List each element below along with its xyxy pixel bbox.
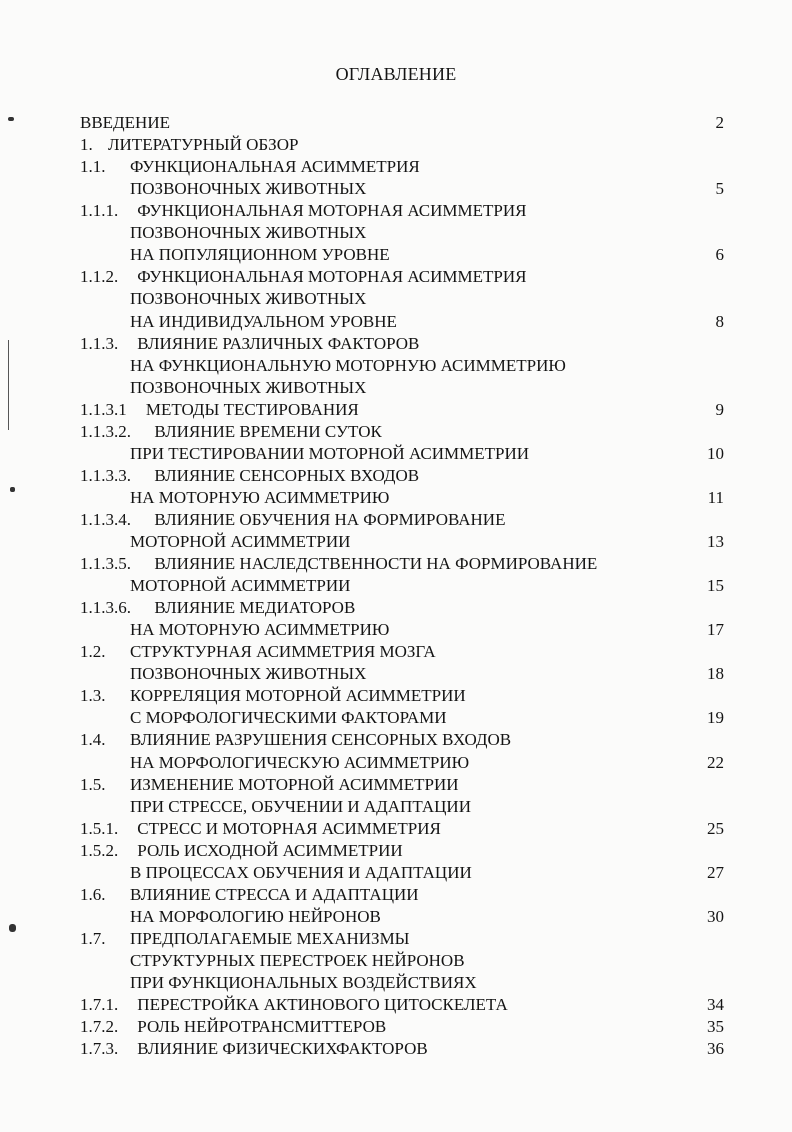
toc-section-number: 1.1.1. bbox=[80, 201, 119, 221]
toc-section-number: 1.4. bbox=[80, 730, 106, 750]
toc-page-number: 15 bbox=[707, 576, 724, 595]
toc-page-number: 17 bbox=[707, 620, 724, 640]
toc-line bbox=[0, 950, 792, 972]
toc-heading-text: ВЛИЯНИЕ ФИЗИЧЕСКИХФАКТОРОВ bbox=[137, 1039, 428, 1059]
toc-section-number: 1.7. bbox=[80, 928, 106, 948]
toc-line bbox=[0, 443, 792, 465]
toc-page-number: 30 bbox=[707, 906, 724, 926]
toc-heading-text: СТРУКТУРНАЯ АСИММЕТРИЯ МОЗГА bbox=[130, 642, 436, 662]
toc-page-number: 5 bbox=[715, 179, 724, 199]
toc-heading-text: ИЗМЕНЕНИЕ МОТОРНОЙ АСИММЕТРИИ bbox=[130, 774, 459, 794]
toc-heading-text: СТРЕСС И МОТОРНАЯ АСИММЕТРИЯ bbox=[137, 818, 441, 838]
toc-heading-text: МЕТОДЫ ТЕСТИРОВАНИЯ bbox=[145, 399, 359, 419]
toc-line bbox=[0, 134, 792, 156]
toc-line bbox=[0, 200, 792, 222]
toc-heading-text: ПРИ ФУНКЦИОНАЛЬНЫХ ВОЗДЕЙСТВИЯХ bbox=[130, 973, 477, 992]
toc-heading-text: РОЛЬ ИСХОДНОЙ АСИММЕТРИИ bbox=[137, 840, 403, 860]
toc-line bbox=[0, 641, 792, 663]
toc-page-number: 22 bbox=[707, 752, 724, 772]
toc-page-number: 2 bbox=[715, 113, 724, 132]
toc-line bbox=[0, 972, 792, 994]
toc-line bbox=[0, 729, 792, 751]
toc-line bbox=[0, 222, 792, 244]
toc-line bbox=[0, 509, 792, 531]
toc-heading-text: ВЛИЯНИЕ ВРЕМЕНИ СУТОК bbox=[154, 421, 382, 441]
toc-heading-text: ВЛИЯНИЕ МЕДИАТОРОВ bbox=[154, 598, 356, 618]
toc-heading-text: ФУНКЦИОНАЛЬНАЯ МОТОРНАЯ АСИММЕТРИЯ bbox=[137, 201, 527, 221]
toc-section-number: 1.3. bbox=[80, 686, 106, 706]
toc-heading-text: КОРРЕЛЯЦИЯ МОТОРНОЙ АСИММЕТРИИ bbox=[130, 686, 466, 706]
toc-line bbox=[0, 355, 792, 377]
toc-heading-text: ПРИ СТРЕССЕ, ОБУЧЕНИИ И АДАПТАЦИИ bbox=[130, 796, 471, 816]
toc-section-number: 1.5.1. bbox=[80, 818, 119, 838]
toc-section-number: 1. bbox=[80, 135, 93, 155]
toc-line bbox=[0, 311, 792, 333]
toc-section-number: 1.7.3. bbox=[80, 1039, 119, 1059]
toc-section-number: 1.7.2. bbox=[80, 1017, 119, 1037]
toc-line bbox=[0, 928, 792, 950]
toc-line bbox=[0, 862, 792, 884]
toc-page-number: 9 bbox=[715, 399, 724, 419]
toc-section-number: 1.1.3.5. bbox=[80, 554, 131, 573]
toc-heading-text: ЛИТЕРАТУРНЫЙ ОБЗОР bbox=[108, 135, 299, 155]
toc-heading-text: ВВЕДЕНИЕ bbox=[80, 113, 170, 132]
toc-heading-text: ПЕРЕСТРОЙКА АКТИНОВОГО ЦИТОСКЕЛЕТА bbox=[137, 995, 508, 1014]
toc-heading-text: ВЛИЯНИЕ СТРЕССА И АДАПТАЦИИ bbox=[130, 884, 419, 904]
toc-line bbox=[0, 487, 792, 509]
toc-heading-text: ПОЗВОНОЧНЫХ ЖИВОТНЫХ bbox=[130, 377, 367, 397]
toc-section-number: 1.1.3.6. bbox=[80, 598, 131, 618]
toc-section-number: 1.7.1. bbox=[80, 995, 119, 1014]
toc-heading-text: НА ФУНКЦИОНАЛЬНУЮ МОТОРНУЮ АСИММЕТРИЮ bbox=[130, 355, 566, 375]
toc-section-number: 1.1.3.4. bbox=[80, 509, 131, 529]
toc-section-number: 1.2. bbox=[80, 642, 106, 662]
toc-line bbox=[0, 597, 792, 619]
toc-page-number: 25 bbox=[707, 818, 724, 838]
toc-heading-text: НА МОТОРНУЮ АСИММЕТРИЮ bbox=[130, 487, 390, 507]
toc-heading-text: НА ПОПУЛЯЦИОННОМ УРОВНЕ bbox=[130, 245, 390, 265]
toc-heading-text: ФУНКЦИОНАЛЬНАЯ АСИММЕТРИЯ bbox=[130, 157, 420, 177]
toc-heading-text: ПОЗВОНОЧНЫХ ЖИВОТНЫХ bbox=[130, 223, 367, 243]
toc-section-number: 1.1. bbox=[80, 157, 106, 177]
toc-page-number: 34 bbox=[707, 995, 724, 1014]
toc-heading-text: МОТОРНОЙ АСИММЕТРИИ bbox=[130, 576, 351, 595]
toc-heading-text: ПОЗВОНОЧНЫХ ЖИВОТНЫХ bbox=[130, 179, 367, 199]
toc-line bbox=[0, 774, 792, 796]
toc-line bbox=[0, 377, 792, 399]
toc-page-number: 10 bbox=[707, 443, 724, 463]
toc-heading-text: ПОЗВОНОЧНЫХ ЖИВОТНЫХ bbox=[130, 664, 367, 684]
toc-section-number: 1.1.3.2. bbox=[80, 421, 131, 441]
toc-page-number: 19 bbox=[707, 708, 724, 728]
toc-line bbox=[0, 575, 792, 597]
toc-line bbox=[0, 156, 792, 178]
toc-heading-text: РОЛЬ НЕЙРОТРАНСМИТТЕРОВ bbox=[137, 1017, 387, 1037]
toc-line bbox=[0, 421, 792, 443]
page-title: ОГЛАВЛЕНИЕ bbox=[335, 64, 457, 84]
toc-section-number: 1.1.2. bbox=[80, 267, 119, 287]
toc-line bbox=[0, 465, 792, 487]
toc-line bbox=[0, 266, 792, 288]
toc-heading-text: В ПРОЦЕССАХ ОБУЧЕНИЯ И АДАПТАЦИИ bbox=[130, 862, 472, 882]
toc-heading-text: ВЛИЯНИЕ РАЗРУШЕНИЯ СЕНСОРНЫХ ВХОДОВ bbox=[130, 730, 512, 750]
toc-heading-text: ПРЕДПОЛАГАЕМЫЕ МЕХАНИЗМЫ bbox=[130, 928, 410, 948]
toc-page-number: 36 bbox=[707, 1039, 724, 1059]
toc-line bbox=[0, 663, 792, 685]
toc-section-number: 1.1.3. bbox=[80, 333, 119, 353]
toc-section-number: 1.5. bbox=[80, 774, 106, 794]
toc-page-number: 27 bbox=[707, 862, 724, 882]
toc-line bbox=[0, 840, 792, 862]
toc-line bbox=[0, 531, 792, 553]
toc-heading-text: ПРИ ТЕСТИРОВАНИИ МОТОРНОЙ АСИММЕТРИИ bbox=[130, 443, 530, 463]
toc-line bbox=[0, 994, 792, 1016]
toc-heading-text: ФУНКЦИОНАЛЬНАЯ МОТОРНАЯ АСИММЕТРИЯ bbox=[137, 267, 527, 287]
toc-page-number: 6 bbox=[715, 245, 724, 265]
toc-line bbox=[0, 884, 792, 906]
toc-heading-text: ПОЗВОНОЧНЫХ ЖИВОТНЫХ bbox=[130, 289, 367, 309]
toc-section-number: 1.6. bbox=[80, 884, 106, 904]
toc-line bbox=[0, 288, 792, 310]
toc-line bbox=[0, 752, 792, 774]
toc-heading-text: НА МОРФОЛОГИЧЕСКУЮ АСИММЕТРИЮ bbox=[130, 752, 470, 772]
toc-heading-text: НА МОТОРНУЮ АСИММЕТРИЮ bbox=[130, 620, 390, 640]
toc-line bbox=[0, 906, 792, 928]
toc-page-number: 18 bbox=[707, 664, 724, 684]
toc-heading-text: ВЛИЯНИЕ РАЗЛИЧНЫХ ФАКТОРОВ bbox=[137, 333, 420, 353]
toc-line bbox=[0, 178, 792, 200]
toc-heading-text: МОТОРНОЙ АСИММЕТРИИ bbox=[130, 532, 351, 551]
toc-page-number: 13 bbox=[707, 532, 724, 551]
toc-heading-text: НА МОРФОЛОГИЮ НЕЙРОНОВ bbox=[130, 906, 381, 926]
toc-line bbox=[0, 707, 792, 729]
toc-line bbox=[0, 796, 792, 818]
toc-line bbox=[0, 399, 792, 421]
toc-section-number: 1.1.3.1 bbox=[80, 399, 127, 419]
toc-line bbox=[0, 553, 792, 575]
toc-page-number: 11 bbox=[707, 487, 724, 507]
toc-line bbox=[0, 244, 792, 266]
toc-heading-text: ВЛИЯНИЕ СЕНСОРНЫХ ВХОДОВ bbox=[154, 465, 420, 485]
toc-page-number: 35 bbox=[707, 1017, 724, 1037]
toc-heading-text: С МОРФОЛОГИЧЕСКИМИ ФАКТОРАМИ bbox=[130, 708, 447, 728]
toc-heading-text: НА ИНДИВИДУАЛЬНОМ УРОВНЕ bbox=[130, 311, 397, 331]
toc-page-number: 8 bbox=[715, 311, 724, 331]
toc-line bbox=[0, 1038, 792, 1060]
toc-line bbox=[0, 112, 792, 134]
toc-heading-text: ВЛИЯНИЕ ОБУЧЕНИЯ НА ФОРМИРОВАНИЕ bbox=[154, 509, 506, 529]
toc-line bbox=[0, 1016, 792, 1038]
toc-line bbox=[0, 685, 792, 707]
toc-heading-text: СТРУКТУРНЫХ ПЕРЕСТРОЕК НЕЙРОНОВ bbox=[130, 950, 465, 970]
toc-line bbox=[0, 818, 792, 840]
toc-line bbox=[0, 333, 792, 355]
toc-section-number: 1.1.3.3. bbox=[80, 465, 131, 485]
toc-heading-text: ВЛИЯНИЕ НАСЛЕДСТВЕННОСТИ НА ФОРМИРОВАНИЕ bbox=[154, 554, 598, 573]
toc-line bbox=[0, 619, 792, 641]
toc-section-number: 1.5.2. bbox=[80, 840, 119, 860]
